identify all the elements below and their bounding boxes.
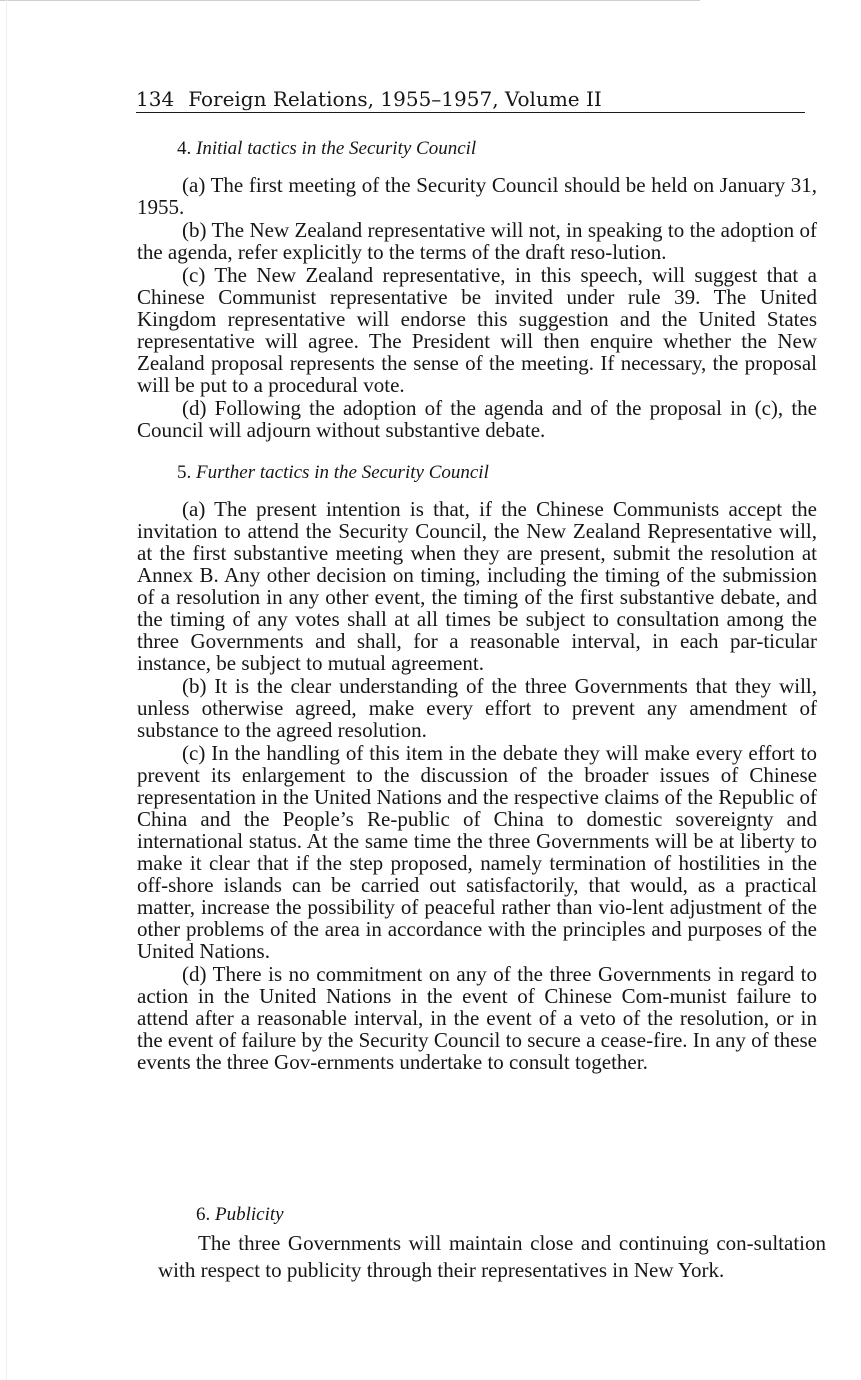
- section-5-para-d: (d) There is no commitment on any of the three Governments in regard to action in the United Nations in the event of Chinese Com-munist failure to attend after a reasonable interval, in the event of a veto of the resolution, or in the event of failure by the Security Council to secure a cease-fire. In any of these events the three Gov-ernments undertake to consult together.: [137, 962, 817, 1074]
- section-5-title: Further tactics in the Security Council: [196, 462, 489, 483]
- section-6-para: The three Governments will maintain close and continuing con-sultation with respect to publicity through their representatives in New York.: [158, 1231, 826, 1282]
- section-4-heading: [177, 138, 817, 160]
- section-6: [158, 1204, 826, 1285]
- main-text: [137, 138, 817, 1074]
- page-number: 134: [136, 87, 175, 111]
- section-6-title: Publicity: [215, 1204, 284, 1225]
- running-head: [136, 86, 805, 113]
- section-6-heading: [196, 1204, 826, 1226]
- section-5-para-c: (c) In the handling of this item in the debate they will make every effort to prevent its enlargement to the discussion of the broader issues of Chinese representation in the United Nations and the respective claims of the Republic of China and the People’s Re-public of China to domestic sovereignty and international status. At the same time the three Governments will be at liberty to make it clear that if the step proposed, namely termination of hostilities in the off-shore islands can be carried out satisfactorily, that would, as a practical matter, increase the possibility of peaceful rather than vio-lent adjustment of the other problems of the area in accordance with the principles and purposes of the United Nations.: [137, 741, 817, 963]
- section-4-para-d: (d) Following the adoption of the agenda and of the proposal in (c), the Council will adjourn without substantive debate.: [137, 396, 817, 442]
- section-4-number: 4.: [177, 138, 192, 159]
- section-6-number: 6.: [196, 1204, 211, 1225]
- scan-edge-line: [6, 0, 7, 1380]
- running-head-title: Foreign Relations, 1955–1957, Volume II: [188, 87, 602, 111]
- section-4-para-a: (a) The first meeting of the Security Council should be held on January 31, 1955.: [137, 173, 817, 219]
- section-4-para-b: (b) The New Zealand representative will not, in speaking to the adoption of the agenda, refer explicitly to the terms of the draft reso-lution.: [137, 218, 817, 264]
- section-4-para-c: (c) The New Zealand representative, in this speech, will suggest that a Chinese Communist representative be invited under rule 39. The United Kingdom representative will endorse this suggestion and the United States representative will agree. The President will then enquire whether the New Zealand proposal represents the sense of the meeting. If necessary, the proposal will be put to a procedural vote.: [137, 263, 817, 397]
- section-gap: [137, 442, 817, 462]
- section-5-para-a: (a) The present intention is that, if the Chinese Communists accept the invitation to attend the Security Council, the New Zealand Representative will, at the first substantive meeting when they are present, submit the resolution at Annex B. Any other decision on timing, including the timing of the submission of a resolution in any other event, the timing of the first substantive debate, and the timing of any votes shall at all times be subject to consultation among the three Governments and shall, for a reasonable interval, in each par-ticular instance, be subject to mutual agreement.: [137, 497, 817, 675]
- top-edge-rule: [0, 0, 700, 1]
- section-5-heading: [177, 462, 817, 484]
- section-4-title: Initial tactics in the Security Council: [196, 138, 477, 159]
- section-5-number: 5.: [177, 462, 192, 483]
- section-5-para-b: (b) It is the clear understanding of the three Governments that they will, unless otherwise agreed, make every effort to prevent any amendment of substance to the agreed resolution.: [137, 674, 817, 742]
